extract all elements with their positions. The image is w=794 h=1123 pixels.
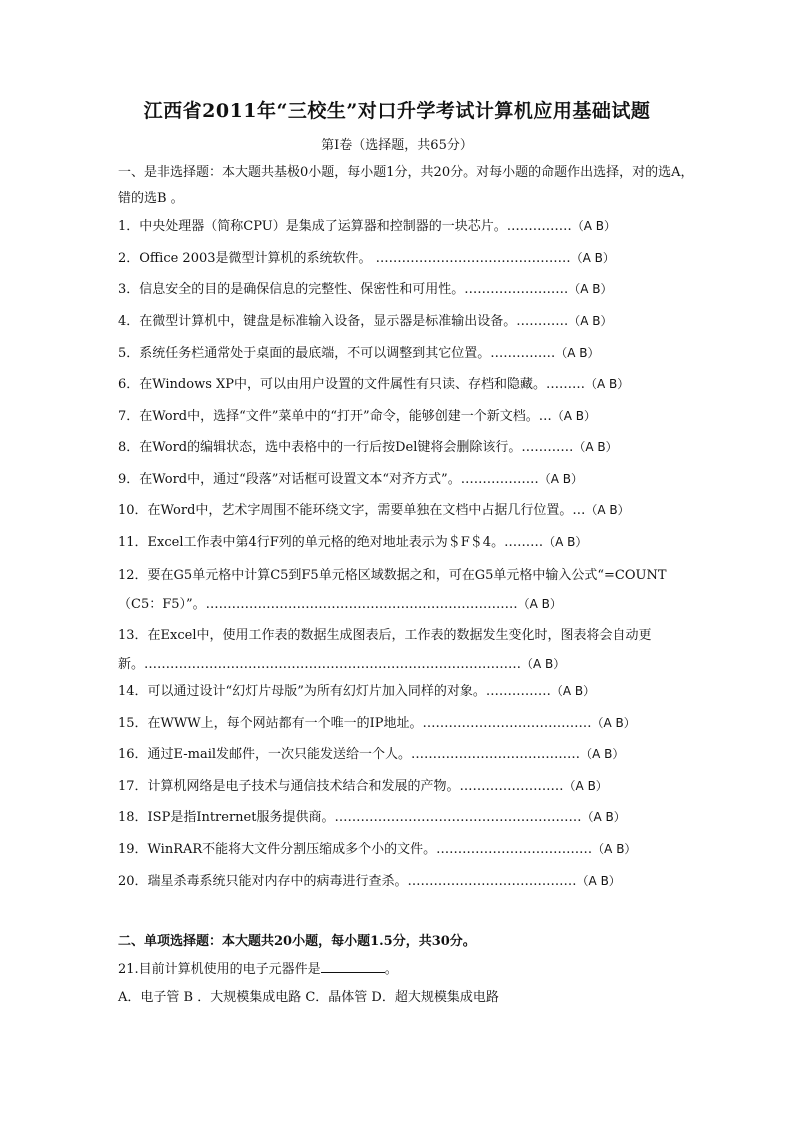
answer-choice: （A B） bbox=[521, 657, 566, 671]
question-text: 15．在WWW上，每个网站都有一个唯一的IP地址。………………………………… bbox=[118, 716, 592, 731]
question-item bbox=[118, 215, 698, 234]
question-text: 18．ISP是指Intrernet服务提供商。………………………………………………… bbox=[118, 810, 582, 825]
question-item bbox=[118, 775, 698, 794]
question-21-options: A．电子管 B ．大规模集成电路 C．晶体管 D．超大规模集成电路 bbox=[118, 990, 499, 1005]
answer-choice: （A B） bbox=[568, 282, 613, 296]
question-text: 2．Office 2003是微型计算机的系统软件。 ……………………………………… bbox=[118, 251, 571, 266]
question-text: 11．Excel工作表中第4行F列的单元格的绝对地址表示为＄F＄4。……… bbox=[118, 535, 544, 550]
question-item bbox=[118, 743, 698, 762]
answer-choice: （A B） bbox=[568, 314, 613, 328]
answer-choice: （A B） bbox=[591, 716, 636, 730]
answer-choice: （A B） bbox=[555, 346, 600, 360]
question-item bbox=[118, 436, 698, 455]
question-item bbox=[118, 499, 698, 518]
answer-choice: （A B） bbox=[573, 440, 618, 454]
question-item bbox=[118, 838, 698, 857]
question-item bbox=[118, 278, 698, 297]
question-text: 1．中央处理器（简称CPU）是集成了运算器和控制器的一块芯片。…………… bbox=[118, 219, 572, 234]
answer-choice: （A B） bbox=[592, 842, 637, 856]
answer-choice: （A B） bbox=[551, 409, 596, 423]
question-item bbox=[118, 561, 698, 619]
section2-heading: 二、单项选择题：本大题共20小题，每小题1.5分，共30分。 bbox=[118, 934, 476, 949]
question-text: 4．在微型计算机中，键盘是标准输入设备，显示器是标准输出设备。………… bbox=[118, 314, 569, 329]
question-21-text: 21.目前计算机使用的电子元器件是 bbox=[118, 962, 321, 977]
question-text: 12．要在G5单元格中计算C5到F5单元格区域数据之和，可在G5单元格中输入公式“=COUNT（C5：F5）”。……………………………………………………………… bbox=[118, 568, 667, 612]
question-text: 19．WinRAR不能将大文件分割压缩成多个小的文件。……………………………… bbox=[118, 842, 593, 857]
answer-choice: （A B） bbox=[570, 251, 615, 265]
question-text: 3．信息安全的目的是确保信息的完整性、保密性和可用性。…………………… bbox=[118, 282, 569, 297]
question-item bbox=[118, 870, 698, 889]
question-text: 10．在Word中，艺术字周围不能环绕文字，需要单独在文档中占据几行位置。… bbox=[118, 503, 586, 518]
question-item bbox=[118, 806, 698, 825]
question-item bbox=[118, 712, 698, 731]
answer-choice: （A B） bbox=[576, 874, 621, 888]
question-item bbox=[118, 310, 698, 329]
question-text: 17．计算机网络是电子技术与通信技术结合和发展的产物。…………………… bbox=[118, 779, 564, 794]
answer-choice: （A B） bbox=[580, 747, 625, 761]
answer-blank bbox=[321, 960, 385, 973]
question-text: 8．在Word的编辑状态，选中表格中的一行后按Del键将会删除该行。………… bbox=[118, 440, 574, 455]
question-item bbox=[118, 468, 698, 487]
question-text: 16．通过E-mail发邮件，一次只能发送给一个人。………………………………… bbox=[118, 747, 581, 762]
question-item bbox=[118, 247, 698, 266]
exam-title: 江西省2011年“三校生”对口升学考试计算机应用基础试题 bbox=[143, 100, 651, 122]
section1-heading: 一、是非选择题：本大题共基极0小题，每小题1分，共20分。对每小题的命题作出选择，对的选A，错的选B 。 bbox=[118, 165, 694, 206]
question-text: 7．在Word中，选择“文件”菜单中的“打开”命令，能够创建一个新文档。… bbox=[118, 409, 552, 424]
answer-choice: （A B） bbox=[538, 472, 583, 486]
exam-subtitle: 第Ⅰ卷（选择题，共65分） bbox=[321, 138, 473, 153]
answer-choice: （A B） bbox=[585, 503, 630, 517]
question-text: 9．在Word中，通过“段落”对话框可设置文本“对齐方式”。……………… bbox=[118, 472, 539, 487]
answer-choice: （A B） bbox=[517, 597, 562, 611]
question-item bbox=[118, 342, 698, 361]
question-text: 20．瑞星杀毒系统只能对内存中的病毒进行查杀。………………………………… bbox=[118, 874, 577, 889]
question-text: 6．在Windows XP中，可以由用户设置的文件属性有只读、存档和隐藏。……… bbox=[118, 377, 586, 392]
answer-choice: （A B） bbox=[550, 684, 596, 698]
question-item bbox=[118, 621, 698, 679]
answer-choice: （A B） bbox=[585, 377, 630, 391]
question-item bbox=[118, 531, 698, 550]
question-text: 13．在Excel中，使用工作表的数据生成图表后，工作表的数据发生变化时，图表将会自动更新。…………………………………………………………………………… bbox=[118, 628, 652, 672]
answer-choice: （A B） bbox=[571, 219, 616, 233]
question-item bbox=[118, 680, 698, 699]
question-item bbox=[118, 405, 698, 424]
answer-choice: （A B） bbox=[563, 779, 608, 793]
question-21-end: 。 bbox=[384, 962, 398, 977]
question-21 bbox=[118, 958, 698, 977]
question-item bbox=[118, 373, 698, 392]
answer-choice: （A B） bbox=[543, 535, 588, 549]
question-text: 14．可以通过设计“幻灯片母版”为所有幻灯片加入同样的对象。…………… bbox=[118, 684, 551, 699]
question-text: 5．系统任务栏通常处于桌面的最底端，不可以调整到其它位置。…………… bbox=[118, 346, 556, 361]
answer-choice: （A B） bbox=[581, 810, 626, 824]
